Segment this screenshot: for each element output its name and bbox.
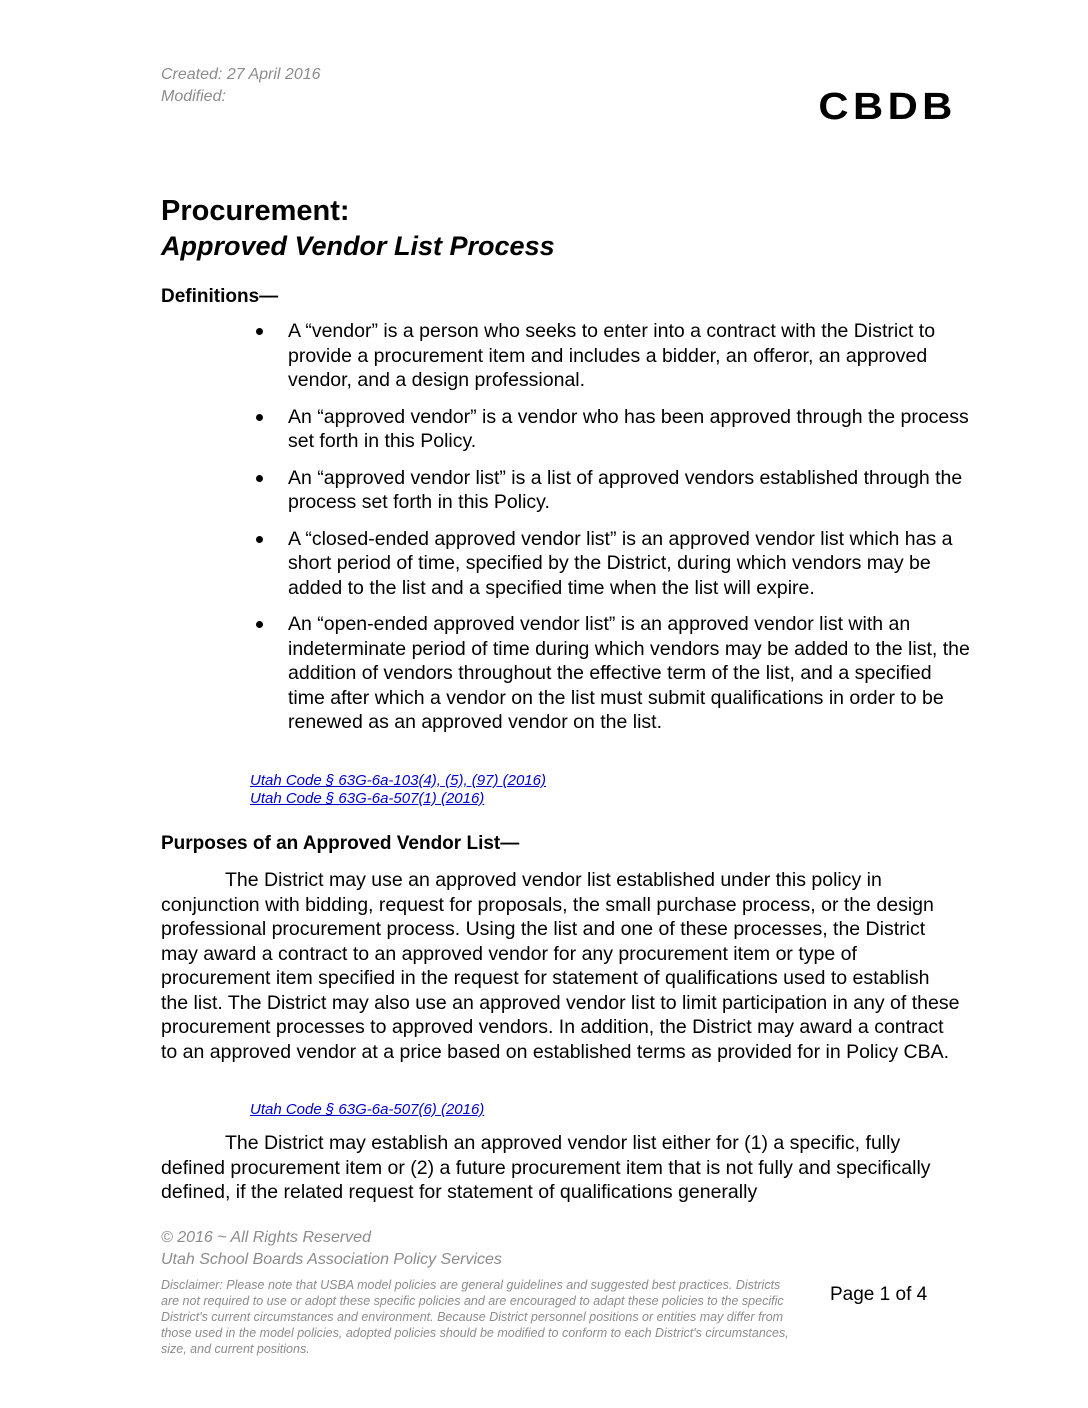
citation-link-purposes[interactable]: Utah Code § 63G-6a-507(6) (2016) [250, 1101, 485, 1118]
copyright: © 2016 ~ All Rights Reserved [161, 1229, 371, 1246]
document-title: Procurement: [161, 195, 350, 227]
bullet-icon [256, 328, 263, 335]
list-item: An “approved vendor” is a vendor who has been approved through the process set forth in this Policy. [250, 405, 970, 454]
bullet-icon [256, 414, 263, 421]
footer-rights [161, 1227, 502, 1271]
document-meta [161, 64, 321, 108]
page-number: Page 1 of 4 [830, 1284, 928, 1305]
list-item: A “vendor” is a person who seeks to enter into a contract with the District to provide a procurement item and includes a bidder, an offeror, an approved vendor, and a design professional. [250, 319, 970, 393]
purposes-paragraph-1: The District may use an approved vendor list established under this policy in conjunction with bidding, request for proposals, the small purchase process, or the design professional procurement process. Using the list and one of these processes, the District may award a contract to an approved vendor for any procurement item or type of procurement item specified in the request for statement of qualifications used to establish the list. The District may also use an approved vendor list to limit participation in any of these procurement processes to approved vendors. In addition, the District may award a contract to an approved vendor at a price based on established terms as provided for in Policy CBA. [161, 869, 960, 1063]
document-subtitle: Approved Vendor List Process [161, 231, 555, 261]
modified-date: Modified: [161, 88, 226, 105]
list-item: An “approved vendor list” is a list of approved vendors established through the process set forth in this Policy. [250, 466, 970, 515]
disclaimer: Disclaimer: Please note that USBA model policies are general guidelines and suggested best practices. Districts are not required to use or adopt these specific policies and are encouraged to adapt these policies to the specific District's current circumstances and environment. Because District personnel positions or entities may differ from those used in the model policies, adopted policies should be modified to conform to each District's circumstances, size, and current positions. [161, 1278, 789, 1356]
bullet-icon [256, 621, 263, 628]
purposes-paragraph-2: The District may establish an approved vendor list either for (1) a specific, fully defined procurement item or (2) a future procurement item that is not fully and specifically defined, if the related request for statement of qualifications generally [161, 1132, 931, 1203]
bullet-icon [256, 536, 263, 543]
organization: Utah School Boards Association Policy Services [161, 1251, 502, 1268]
citation-link-definitions-1[interactable]: Utah Code § 63G-6a-103(4), (5), (97) (2016) [250, 772, 546, 789]
definitions-list [250, 319, 970, 747]
citation-link-definitions-2[interactable]: Utah Code § 63G-6a-507(1) (2016) [250, 790, 485, 807]
purposes-heading: Purposes of an Approved Vendor List— [161, 833, 520, 854]
policy-code: CBDB [818, 86, 957, 128]
definitions-heading: Definitions— [161, 286, 279, 307]
bullet-icon [256, 475, 263, 482]
created-date: Created: 27 April 2016 [161, 66, 321, 83]
list-item: An “open-ended approved vendor list” is an approved vendor list with an indeterminate period of time during which vendors may be added to the list, the addition of vendors throughout the effective term of the list, and a specified time after which a vendor on the list must submit qualifications in order to be renewed as an approved vendor on the list. [250, 612, 970, 735]
list-item: A “closed-ended approved vendor list” is an approved vendor list which has a short period of time, specified by the District, during which vendors may be added to the list and a specified time when the list will expire. [250, 527, 970, 601]
